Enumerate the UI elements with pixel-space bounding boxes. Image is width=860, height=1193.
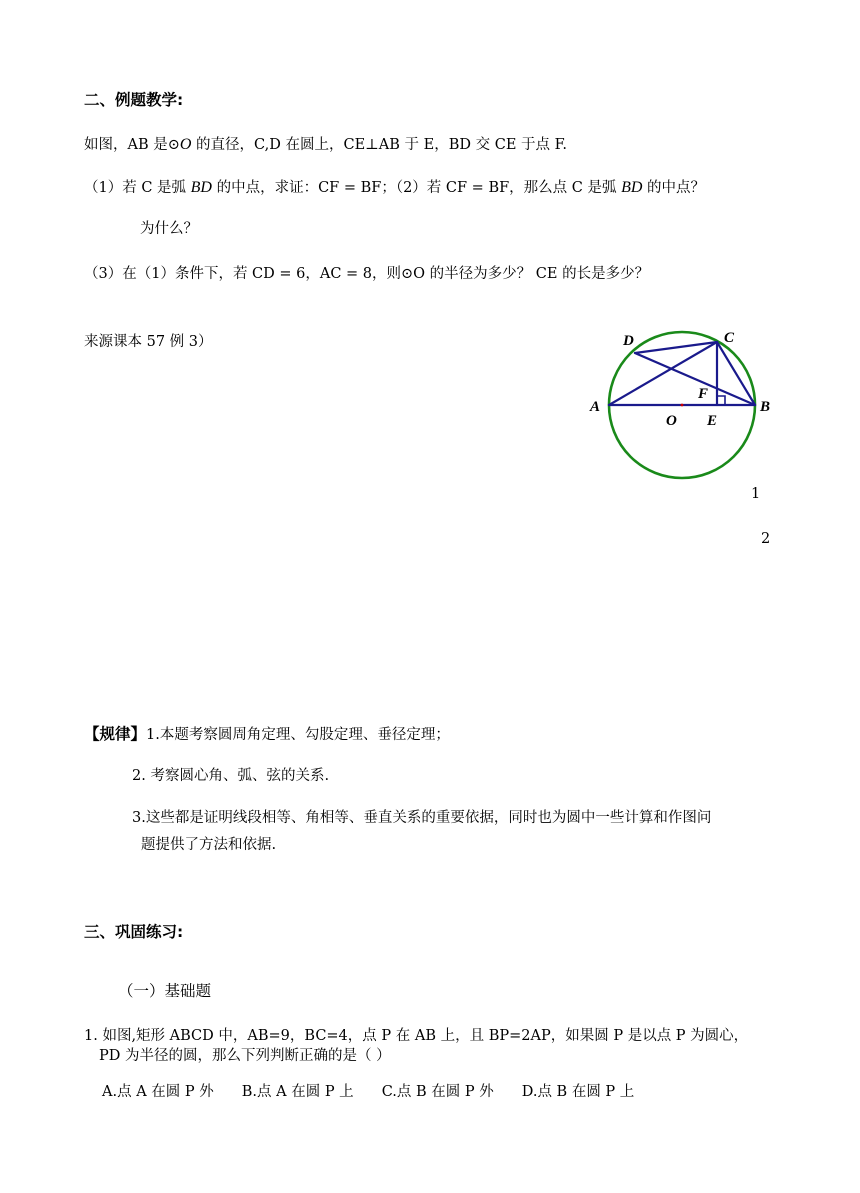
q1-part-c: 的中点？ xyxy=(642,180,706,196)
label-f: F xyxy=(698,386,709,402)
rule-item-3-line-2: 题提供了方法和依据. xyxy=(141,837,277,853)
section-2-title: 二、例题教学: xyxy=(84,91,184,109)
question-2-continuation: 为什么？ xyxy=(140,221,198,237)
basic-questions-heading: （一）基础题 xyxy=(118,982,212,1000)
problem-1-options xyxy=(102,1085,662,1100)
right-angle-mark xyxy=(717,396,725,405)
rule-line-1 xyxy=(84,726,450,743)
label-e: E xyxy=(707,413,718,429)
label-b: B xyxy=(760,399,771,415)
label-c: C xyxy=(724,330,735,346)
rule-label: 【规律】 xyxy=(84,724,147,743)
label-o: O xyxy=(666,413,677,429)
problem-intro-part-a: 如图，AB 是⊙ xyxy=(84,137,180,153)
circle-name-o: O xyxy=(179,136,192,153)
section-3-title: 三、巩固练习: xyxy=(84,923,184,941)
arc-bd: BD xyxy=(190,179,212,196)
label-d: D xyxy=(623,333,634,349)
chord-dc xyxy=(635,342,717,353)
label-a: A xyxy=(590,399,601,415)
rule-item-1: 1.本题考察圆周角定理、勾股定理、垂径定理； xyxy=(146,727,450,743)
question-1-2 xyxy=(84,180,705,196)
problem-intro xyxy=(84,137,567,153)
option-a: A.点 A 在圆 P 外 xyxy=(102,1084,214,1100)
problem-1-line-1: 1. 如图,矩形 ABCD 中，AB=9，BC=4，点 P 在 AB 上，且 BP=2AP，如果圆 P 是以点 P 为圆心， xyxy=(84,1028,749,1044)
option-d: D.点 B 在圆 P 上 xyxy=(521,1084,635,1100)
option-c: C.点 B 在圆 P 外 xyxy=(381,1084,494,1100)
center-dot-o xyxy=(681,404,684,407)
q1-part-a: （1）若 C 是弧 xyxy=(84,180,191,196)
circle-geometry-figure xyxy=(580,320,790,490)
problem-intro-part-b: 的直径，C,D 在圆上，CE⊥AB 于 E，BD 交 CE 于点 F. xyxy=(191,137,568,153)
problem-1-line-2: PD 为半径的圆，那么下列判断正确的是（ ） xyxy=(99,1048,391,1064)
q1-part-b: 的中点，求证：CF = BF；（2）若 CF = BF，那么点 C 是弧 xyxy=(211,180,622,196)
arc-bd-2: BD xyxy=(621,179,643,196)
rule-item-3-line-1: 3.这些都是证明线段相等、角相等、垂直关系的重要依据，同时也为圆中一些计算和作图问 xyxy=(132,810,712,826)
rule-item-2: 2. 考察圆心角、弧、弦的关系. xyxy=(132,768,330,784)
question-3: （3）在（1）条件下，若 CD = 6，AC = 8，则⊙O 的半径为多少？ CE 的长是多少？ xyxy=(84,266,650,282)
option-b: B.点 A 在圆 P 上 xyxy=(241,1084,354,1100)
stray-number-2: 2 xyxy=(761,531,771,547)
stray-number-1: 1 xyxy=(751,486,761,502)
source-note: 来源课本 57 例 3） xyxy=(84,334,213,350)
